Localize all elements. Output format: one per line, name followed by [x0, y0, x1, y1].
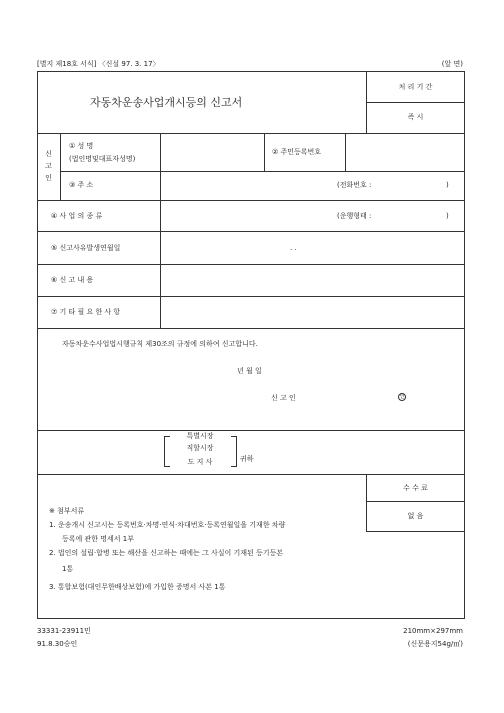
attachment-item: 1통 [62, 565, 74, 573]
reporter-label: 신 고 인 [271, 394, 296, 402]
business-type-label: ④ 사 업 의 종 류 [51, 212, 103, 220]
recipient-governor: 도 지 사 [187, 458, 213, 466]
declaration-statement: 자동차운수사업법시행규칙 제30조의 규정에 의하여 신고합니다. [62, 340, 258, 348]
phone-label: (전화번호 : [337, 181, 372, 189]
recipient-bracket-right [232, 436, 237, 467]
occurrence-date-dots: . . [290, 244, 297, 252]
form-title: 자동차운송사업개시등의 신고서 [90, 96, 243, 109]
report-content-label: ⑥ 신 고 내 용 [51, 276, 94, 284]
paper-type: (신문용지54g/㎡) [407, 640, 463, 648]
recipient-direct-city: 직할시장 [186, 444, 214, 452]
fee-value: 없 음 [407, 512, 424, 520]
applicant-label-2: 고 [45, 162, 52, 170]
date-line: 년 월 일 [237, 367, 262, 375]
form-code: 33331-23911민 [37, 627, 91, 635]
applicant-label-1: 신 [45, 150, 52, 158]
operation-close: ) [446, 212, 449, 220]
attachment-item: 등록에 관한 명세서 1부 [62, 535, 134, 543]
attachment-item: 1. 운송개시 신고시는 등록번호·차명·연식·차대번호·등록연월일을 기재한 차량 [49, 521, 286, 529]
seal-mark: 인 [399, 394, 405, 400]
recipient-special-city: 특별시장 [186, 432, 214, 440]
recipient-suffix: 귀하 [240, 455, 254, 463]
attachment-item: 3. 통합보험(대인무한배상보험)에 가입한 증명서 사본 1통 [49, 583, 226, 591]
phone-close: ) [446, 181, 449, 189]
paper-size: 210mm×297mm [403, 627, 463, 635]
attachment-item: 2. 법인의 설립·합병 또는 해산을 신고하는 때에는 그 사실이 기재된 등기등본 [49, 549, 284, 557]
name-label: ① 성 명 [69, 142, 94, 150]
processing-period-label: 처 리 기 간 [398, 83, 433, 91]
applicant-label-3: 인 [45, 174, 52, 182]
name-sub-label: (법인명및대표자성명) [69, 155, 136, 163]
form-number: [별지 제18호 서식] 〈신설 97. 3. 17〉 [37, 60, 160, 68]
resident-number-label: ② 주민등록번호 [272, 148, 322, 156]
operation-type-label: (운행형태 : [337, 212, 372, 220]
processing-period-value: 즉 시 [407, 113, 424, 121]
approval-date: 91.8.30승인 [37, 640, 78, 648]
other-items-label: ⑦ 기 타 필 요 한 사 항 [51, 308, 121, 316]
address-label: ③ 주 소 [69, 181, 94, 189]
fee-label: 수 수 료 [403, 484, 428, 492]
page-side: (앞 면) [441, 60, 463, 68]
attachments-title: ※ 첨부서류 [49, 507, 85, 515]
occurrence-date-label: ⑤ 신고사유발생연월일 [51, 244, 121, 252]
